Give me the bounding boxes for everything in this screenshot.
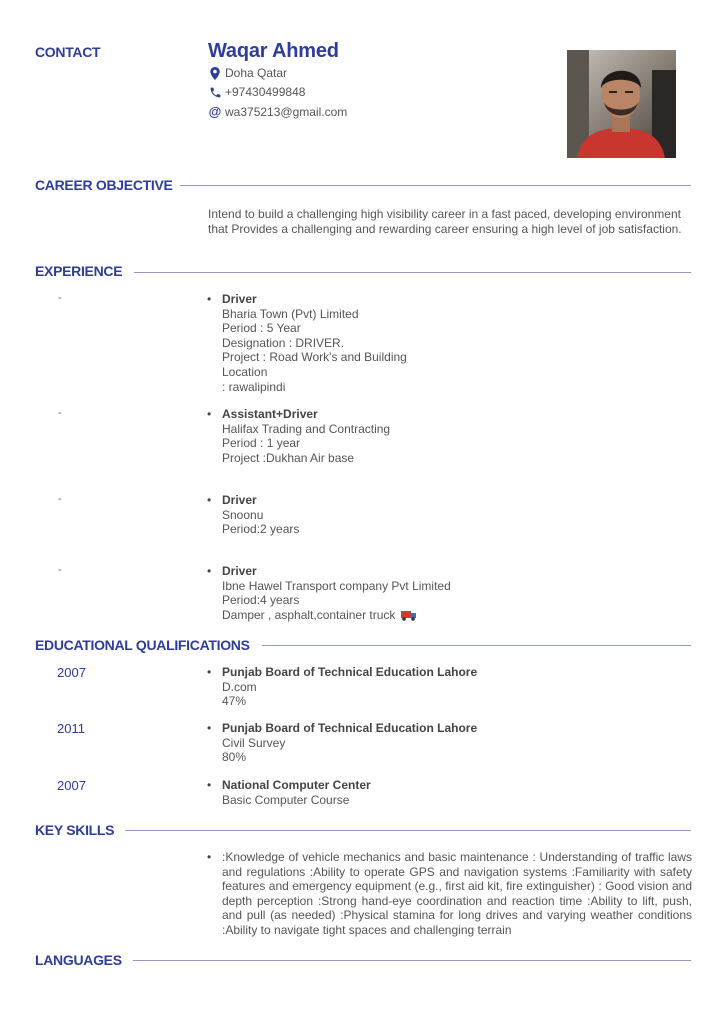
bullet-icon: •: [207, 292, 212, 306]
experience-line: Period : 1 year: [222, 436, 301, 451]
phone-text: +97430499848: [225, 85, 306, 99]
experience-item-1: [222, 292, 407, 394]
experience-rule: [134, 272, 691, 273]
bullet-icon: •: [207, 778, 212, 792]
email-text: wa375213@gmail.com: [225, 104, 348, 119]
experience-line: Designation : DRIVER.: [222, 335, 345, 350]
education-year-1: 2007: [57, 665, 86, 680]
education-line: Civil Survey: [222, 735, 286, 750]
truck-emoji-icon: [401, 610, 417, 625]
key-skills-rule: [125, 830, 691, 831]
experience-date-1: -: [58, 292, 62, 304]
career-objective-text: Intend to build a challenging high visibility career in a fast paced, developing environment that Provides a challenging and rewarding career ensuring a high level of job satisfaction.: [208, 207, 682, 236]
experience-line: Period:4 years: [222, 593, 300, 608]
key-skills-title: KEY SKILLS: [35, 822, 115, 838]
profile-photo: [567, 50, 676, 158]
experience-title-4: Driver: [222, 564, 257, 578]
education-item-2: [222, 721, 477, 765]
bullet-icon: •: [207, 564, 212, 578]
languages-title: LANGUAGES: [35, 952, 122, 968]
experience-line: Damper , asphalt,container truck: [222, 607, 396, 622]
experience-line: Bharia Town (Pvt) Limited: [222, 306, 359, 321]
experience-item-4: [222, 564, 451, 624]
experience-date-3: -: [58, 493, 62, 505]
education-title: EDUCATIONAL QUALIFICATIONS: [35, 637, 250, 653]
experience-item-2: [222, 407, 390, 465]
education-institution-1: Punjab Board of Technical Education Lahore: [222, 665, 478, 679]
education-line: Basic Computer Course: [222, 792, 350, 807]
education-year-3: 2007: [57, 778, 86, 793]
experience-line: Project : Road Work's and Building: [222, 350, 407, 365]
candidate-name: Waqar Ahmed: [208, 40, 339, 62]
experience-line: Snoonu: [222, 507, 264, 522]
education-line: 80%: [222, 750, 247, 765]
location-text: Doha Qatar: [225, 66, 288, 80]
education-institution-3: National Computer Center: [222, 778, 371, 792]
bullet-icon: •: [207, 493, 212, 507]
career-objective-title: CAREER OBJECTIVE: [35, 177, 173, 193]
contact-location: [206, 66, 287, 80]
languages-rule: [133, 960, 691, 961]
map-pin-icon: [206, 67, 224, 80]
at-sign-icon: @: [208, 104, 222, 119]
education-line: D.com: [222, 679, 257, 694]
experience-title-1: Driver: [222, 292, 257, 306]
experience-line: Halifax Trading and Contracting: [222, 421, 391, 436]
experience-title-3: Driver: [222, 493, 257, 507]
experience-item-3: [222, 493, 299, 537]
education-year-2: 2011: [57, 721, 85, 736]
education-institution-2: Punjab Board of Technical Education Lahore: [222, 721, 478, 735]
key-skills-text: :Knowledge of vehicle mechanics and basic maintenance : Understanding of traffic laws and regulations :Ability to operate GPS and navigation systems :Familiarity with safety features and emergency equipment (e.g., first aid kit, fire extinguisher) : Good vision and depth perception :Strong hand-eye coordination and reaction time :Ability to lift, push, and pull (as needed) :Physical stamina for long drives and varying weather conditions :Ability to navigate tight spaces and challenging terrain: [222, 850, 692, 937]
bullet-icon: •: [207, 850, 212, 864]
experience-line: Ibne Hawel Transport company Pvt Limited: [222, 578, 451, 593]
experience-date-4: -: [58, 564, 62, 576]
experience-line: : rawalipindi: [222, 379, 286, 394]
bullet-icon: •: [207, 721, 212, 735]
experience-line: Period:2 years: [222, 522, 300, 537]
experience-line: Period : 5 Year: [222, 321, 301, 336]
education-item-3: [222, 778, 371, 807]
education-item-1: [222, 665, 477, 709]
bullet-icon: •: [207, 665, 212, 679]
experience-line: Location: [222, 364, 268, 379]
experience-title: EXPERIENCE: [35, 263, 123, 279]
bullet-icon: •: [207, 407, 212, 421]
experience-title-2: Assistant+Driver: [222, 407, 318, 421]
contact-phone: [206, 85, 305, 99]
phone-icon: [206, 86, 224, 99]
experience-line-with-icon: [222, 608, 451, 625]
education-rule: [262, 645, 691, 646]
career-objective-rule: [180, 185, 691, 186]
experience-date-2: -: [58, 407, 62, 419]
experience-line: Project :Dukhan Air base: [222, 450, 355, 465]
education-line: 47%: [222, 694, 247, 709]
contact-email: [206, 104, 347, 119]
contact-section-title: CONTACT: [35, 44, 101, 60]
